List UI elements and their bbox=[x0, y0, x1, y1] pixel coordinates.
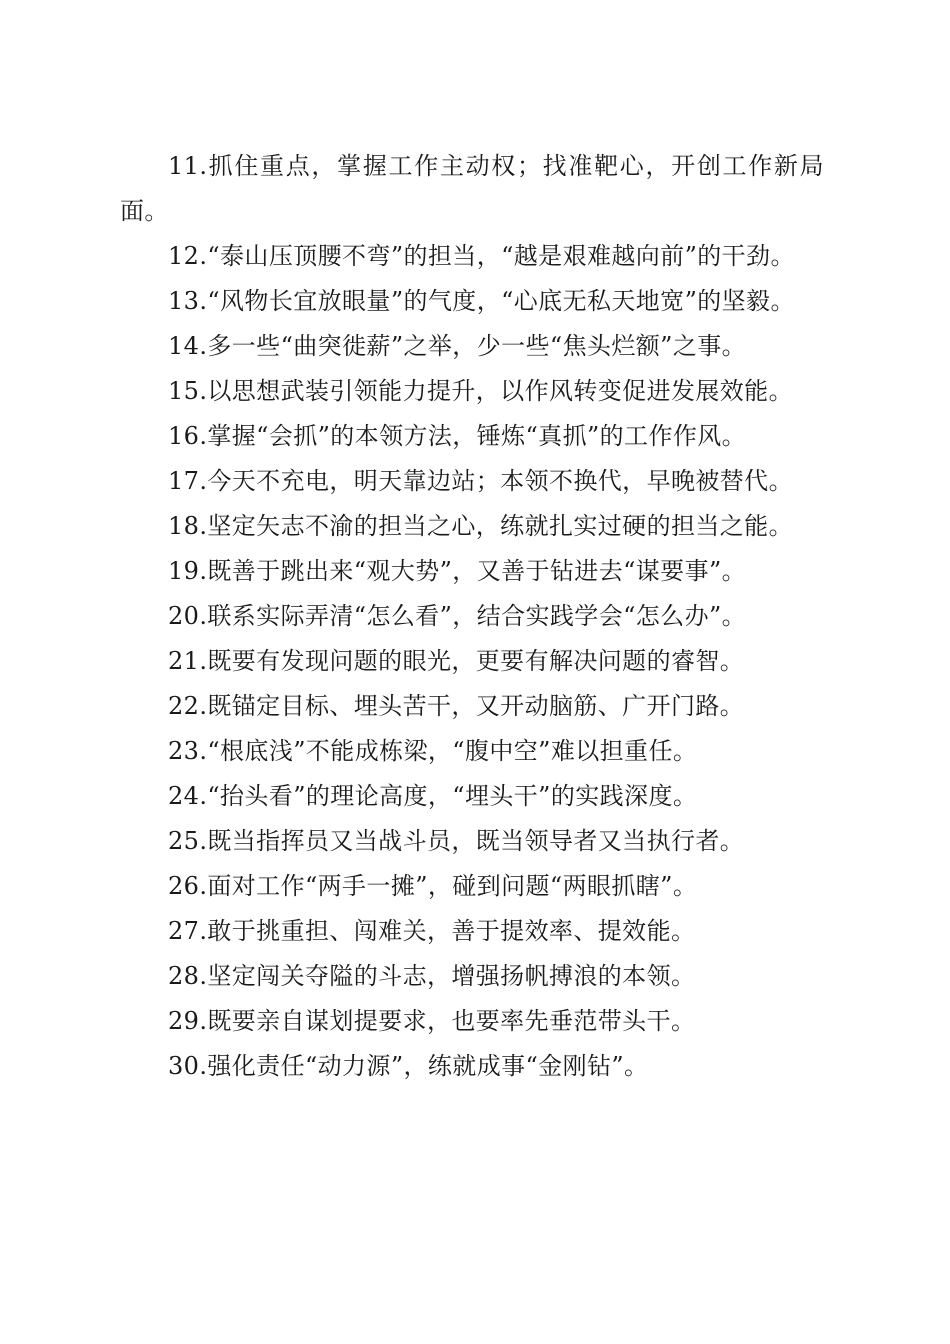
paragraph-18: 18.坚定矢志不渝的担当之心，练就扎实过硬的担当之能。 bbox=[168, 512, 793, 540]
paragraph-13: 13.“风物长宜放眼量”的气度，“心底无私天地宽”的坚毅。 bbox=[168, 287, 795, 315]
paragraph-23: 23.“根底浅”不能成栋梁，“腹中空”难以担重任。 bbox=[168, 737, 698, 765]
paragraph-17: 17.今天不充电，明天靠边站；本领不换代，早晚被替代。 bbox=[168, 467, 793, 495]
paragraph-25: 25.既当指挥员又当战斗员，既当领导者又当执行者。 bbox=[168, 827, 745, 855]
paragraph-26: 26.面对工作“两手一摊”，碰到问题“两眼抓瞎”。 bbox=[168, 872, 698, 900]
paragraph-12: 12.“泰山压顶腰不弯”的担当，“越是艰难越向前”的干劲。 bbox=[168, 242, 795, 270]
paragraph-11: 11.抓住重点，掌握工作主动权；找准靶心，开创工作新局面。 bbox=[120, 152, 824, 225]
paragraph-22: 22.既锚定目标、埋头苦干，又开动脑筋、广开门路。 bbox=[168, 692, 745, 720]
paragraph-14: 14.多一些“曲突徙薪”之举，少一些“焦头烂额”之事。 bbox=[168, 332, 747, 360]
paragraph-15: 15.以思想武装引领能力提升，以作风转变促进发展效能。 bbox=[168, 377, 793, 405]
paragraph-20: 20.联系实际弄清“怎么看”，结合实践学会“怎么办”。 bbox=[168, 602, 747, 630]
paragraph-16: 16.掌握“会抓”的本领方法，锤炼“真抓”的工作作风。 bbox=[168, 422, 747, 450]
paragraph-28: 28.坚定闯关夺隘的斗志，增强扬帆搏浪的本领。 bbox=[168, 962, 696, 990]
document-body bbox=[120, 144, 824, 1089]
paragraph-19: 19.既善于跳出来“观大势”，又善于钻进去“谋要事”。 bbox=[168, 557, 747, 585]
paragraph-27: 27.敢于挑重担、闯难关，善于提效率、提效能。 bbox=[168, 917, 696, 945]
paragraph-29: 29.既要亲自谋划提要求，也要率先垂范带头干。 bbox=[168, 1007, 696, 1035]
paragraph-21: 21.既要有发现问题的眼光，更要有解决问题的睿智。 bbox=[168, 647, 745, 675]
paragraph-30: 30.强化责任“动力源”，练就成事“金刚钻”。 bbox=[168, 1052, 649, 1080]
paragraph-24: 24.“抬头看”的理论高度，“埋头干”的实践深度。 bbox=[168, 782, 698, 810]
